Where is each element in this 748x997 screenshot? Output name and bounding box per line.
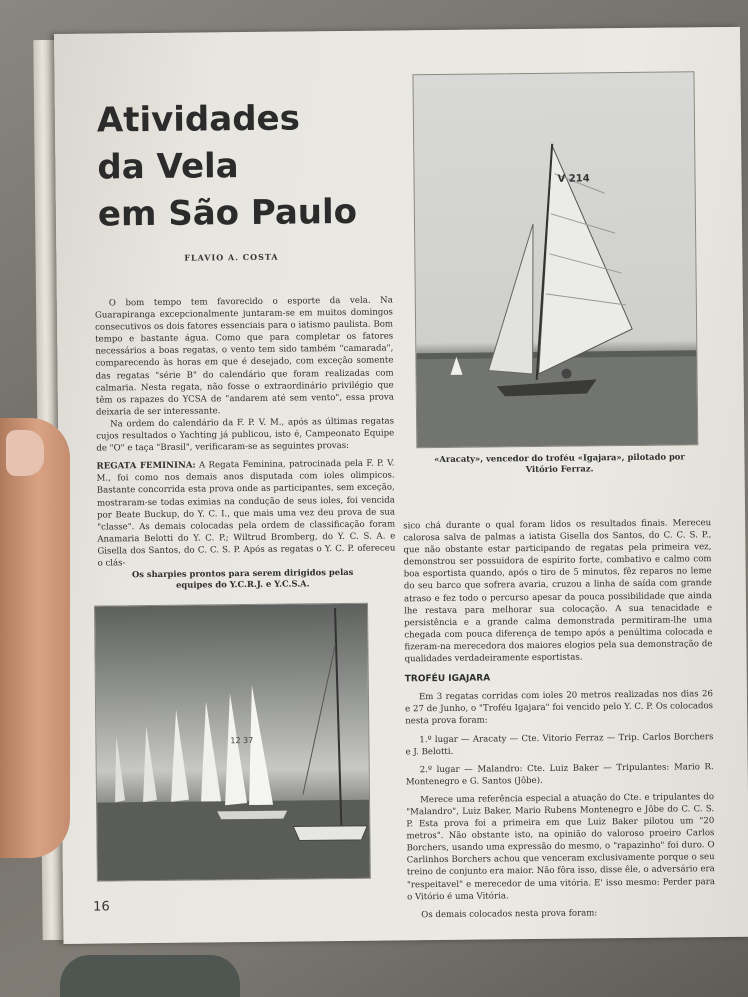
thumb-nail: [6, 430, 44, 476]
regata-text: A Regata Feminina, patrocinada pela F. P. V. M., foi como nos demais anos disputada com ioles olimpicos. Bastante concorrida esta prova onde as participantes, sem exceção, mostraram-se todas eximias na condução de seus ioles, foi vencida por Beate Buckup, do Y. C. I., que mais uma vez deu prova de sua "classe". As demais colocadas pela ordem de classificação foram Anamaria Belotti do Y. C. P.; Wiltrud Bromberg, do Y. C. S. A. e Gisella dos Santos, do C. C. S. P. Após as regatas o Y. C. P. ofereceu o clás-: [96, 458, 396, 569]
title-line-3: em São Paulo: [97, 191, 358, 235]
photo-sharpies: [94, 603, 371, 882]
photo-aracaty: [412, 71, 698, 448]
title-line-2: da Vela: [97, 146, 239, 188]
paragraph: O bom tempo tem favorecido o esporte da vela. Na Guarapiranga excepcionalmente juntaram-se em muitos domingos consecutivos os dois fatores essenciais para o iatismo paulista. Bom tempo e bastante água. Como que para completar os fatores necessários a boas regatas, o vento tem sido também "camarada", comparecendo às horas em que é desejado, com exceção somente das regatas "série B" do calendário que foram realizadas com calmaria. Nesta regata, não fosse o extraordinário privilégio que têm os rapazes do YCSA de "andarem até sem vento", essa prova deixaria de ser interessante.: [94, 295, 394, 418]
left-column: [95, 294, 396, 569]
paragraph: sico chá durante o qual foram lidos os resultados finais. Mereceu calorosa salva de palmas a iatista Gisella dos Santos, do C. C. S. P., que não obstante estar participando de regatas pela primeira vez, demonstrou ser possuidora de espirito forte, combativo e calmo com boa esportista quando, após o tiro de 5 minutos, fêz reparos no leme do seu barco que sofrera avaria, cruzou a linha de saída com grande atraso e fez todo o percurso apesar da pouca possibilidade que ainda lhe restava para melhorar sua colocação. A sua tenacidade e persistência e a grande calma demonstrada permitiram-lhe uma chegada com pouca diferença de tempo após a penúltima colocada e fizeram-na merecedora dos maiores elogios pela sua demonstração de qualidades verdadeiramente esportistas.: [403, 518, 713, 665]
shoe-foreground: [60, 955, 240, 997]
right-column: [403, 517, 715, 921]
trofeu-heading: TROFÉU IGAJARA: [404, 673, 491, 685]
article-title: [97, 94, 398, 238]
paragraph: Em 3 regatas corridas com ioles 20 metros realizadas nos dias 26 e 27 de Junho, o "Troféu Igajara" foi vencido pelo Y. C. P. Os colocados nesta prova foram:: [405, 689, 714, 727]
paragraph: Na ordem do calendário da F. P. V. M., após as últimas regatas cujos resultados o Yachting já publicou, isto é, Campeonato Equipe de "O" e taça "Brasil", verificaram-se as seguintes provas:: [96, 416, 395, 454]
placing-1: 1.º lugar — Aracaty — Cte. Vitorio Ferraz — Trip. Carlos Borchers e J. Belotti.: [405, 731, 714, 757]
title-line-1: Atividades: [96, 98, 301, 141]
regata-heading: REGATA FEMININA:: [96, 460, 196, 472]
byline: FLAVIO A. COSTA: [184, 251, 279, 263]
page-number: 16: [93, 899, 110, 915]
magazine-page: [54, 27, 748, 944]
sharpie-sail-number: 12 37: [230, 735, 254, 746]
regata-feminina-paragraph: [96, 458, 395, 570]
photo-sharpies-caption: Os sharpies prontos para serem dirigidos pelas equipes do Y.C.R.J. e Y.C.S.A.: [131, 566, 354, 590]
holding-thumb: [0, 418, 70, 858]
photo-aracaty-caption: «Aracaty», vencedor do troféu «Igajara», pilotado por Vitório Ferraz.: [434, 451, 685, 475]
sail-number: V 214: [557, 173, 590, 185]
paragraph: Os demais colocados nesta prova foram:: [421, 908, 598, 920]
sailboat-illustration: [413, 72, 697, 447]
paragraph: Merece uma referência especial a atuação do Cte. e tripulantes do "Malandro", Luiz Baker, Mario Rubens Montenegro e Jôbe do C. C. S. P. Esta prova foi a primeira em que Luiz Baker pilotou um "20 metros". Não obstante isto, na opinião do valoroso proeiro Carlos Borchers, usando uma expressão do mesmo, o "rapazinho" foi duro. O Carlinhos Borchers achou que venceram exclusivamente porque o seu treino de conjunto era maior. Não fôra isso, disse êle, o adversário era "respeitavel" e merecedor de uma vitória. E' isso mesmo: Perder para o Vitório é uma Vitória.: [406, 792, 715, 902]
sharpies-illustration: [95, 604, 370, 881]
placing-2: 2.º lugar — Malandro: Cte. Luiz Baker — Tripulantes: Mario R. Montenegro e G. Santos (Jôbe).: [405, 761, 714, 788]
